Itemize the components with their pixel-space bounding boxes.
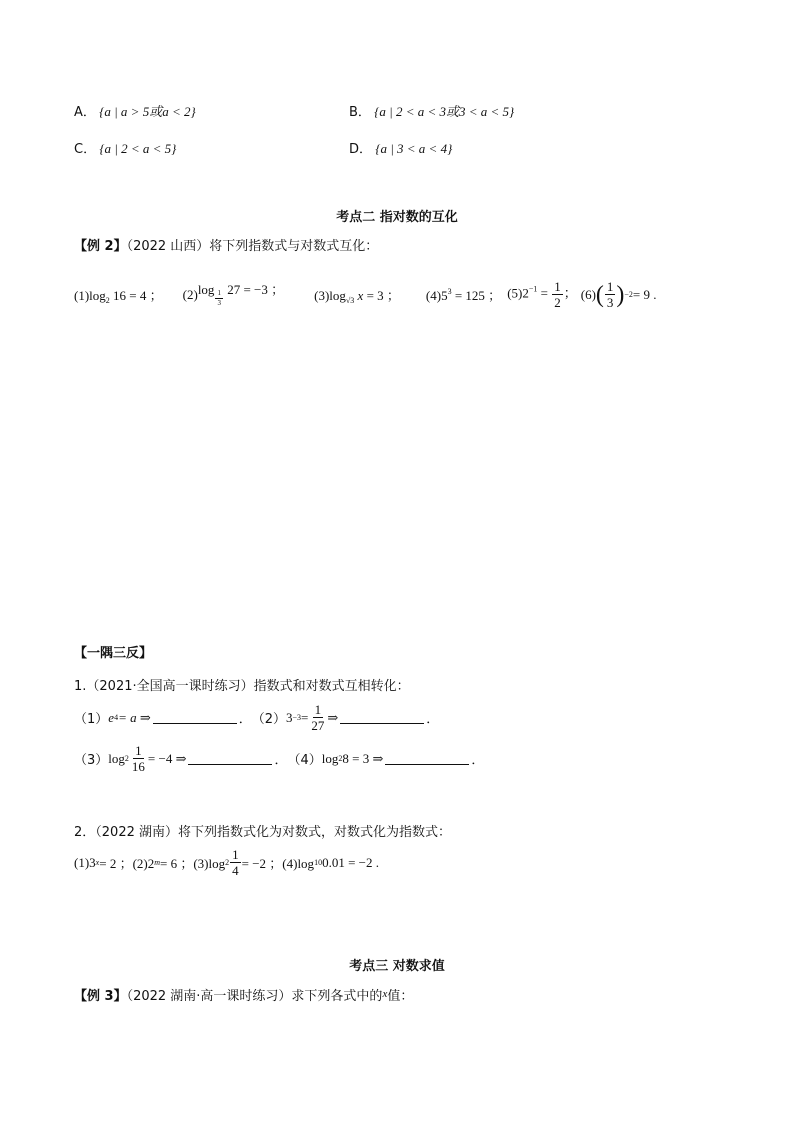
item-4 (426, 285, 501, 304)
option-set: {a | 2 < a < 3或3 < a < 5} (374, 104, 515, 119)
log-base: 2 (338, 754, 343, 763)
item-2 (183, 284, 284, 305)
item-5 (507, 280, 577, 309)
practice-q1-row-2 (74, 744, 484, 773)
answer-blank[interactable] (188, 752, 272, 765)
variable: x (382, 988, 388, 1000)
item-label: (6) (580, 286, 596, 302)
power-exponent: 4 (114, 713, 119, 722)
practice-q2-intro: 2．（2022 湖南）将下列指数式化为对数式，对数式化为指数式： (74, 825, 451, 840)
part-expr: = −4 ⇒ (147, 750, 187, 766)
fraction (309, 703, 326, 732)
variable: x (357, 287, 364, 303)
power-exponent: −1 (528, 284, 538, 294)
part-expr: 8 = 3 ⇒ (342, 750, 384, 766)
item-6 (581, 280, 657, 309)
log-base: 2 (124, 754, 129, 763)
power-base: 2 (522, 285, 529, 301)
log-text: log (329, 287, 346, 303)
item-label: (4) (425, 288, 442, 303)
log-text: log (321, 750, 339, 766)
log-base: √3 (345, 295, 355, 305)
section-heading-2: 考点二 指对数的互化 (336, 210, 458, 225)
example-text: （2022 湖南·高一课时练习）求下列各式中的 (126, 989, 383, 1004)
part-expr: = a ⇒ (118, 709, 151, 725)
fraction-denominator: 2 (554, 295, 561, 310)
fraction-denominator: 27 (311, 718, 325, 733)
q2-expr: 0.01 = −2 . (322, 854, 379, 870)
right-paren: ) (616, 281, 625, 308)
example-tag: 【例 2】 (74, 239, 127, 254)
fraction-numerator: 1 (217, 288, 221, 297)
left-paren: ( (595, 281, 604, 308)
item-expr: 16 = 4 ； (109, 287, 163, 303)
fraction (605, 280, 616, 309)
option-c (74, 138, 176, 157)
option-set: {a | 3 < a < 4} (375, 141, 453, 156)
log-base: 2 (225, 858, 230, 867)
item-expr: = 125 ； (451, 288, 502, 303)
practice-q1-intro: 1.（2021·全国高一课时练习）指数式和对数式互相转化： (74, 679, 410, 694)
power-exponent: 3 (447, 287, 452, 296)
fraction-denominator: 3 (217, 298, 221, 307)
q2-expr: = −2 ；(4)log (241, 856, 315, 871)
answer-blank[interactable] (340, 711, 424, 724)
example-tag: 【例 3】 (74, 989, 127, 1004)
fraction-numerator: 1 (314, 702, 322, 717)
item-3 (314, 285, 400, 305)
part-end: ． (426, 711, 440, 726)
example-3-prompt (74, 985, 413, 1004)
item-tail: ； (563, 285, 577, 301)
example-text: （2022 山西）将下列指数式与对数式互化： (126, 239, 379, 254)
practice-heading: 【一隅三反】 (74, 646, 153, 661)
q2-expr: (1)3 (74, 854, 96, 870)
log-text: log (108, 750, 125, 766)
power-base: e (108, 709, 115, 725)
fraction-denominator: 4 (232, 863, 239, 878)
log-text: log (197, 282, 215, 298)
option-a (74, 101, 196, 120)
item-label: (1) (74, 287, 90, 303)
equals: = (537, 285, 552, 301)
item-label: (5) (507, 285, 523, 301)
power-base: 3 (286, 709, 293, 725)
fraction (552, 280, 563, 309)
power-exponent: m (154, 858, 161, 867)
practice-q2-items (74, 848, 379, 877)
log-base: 2 (105, 295, 110, 305)
item-tail: = 9 . (632, 286, 657, 302)
section-heading-3: 考点三 对数求值 (349, 959, 445, 974)
log-text: log (89, 287, 106, 303)
fraction-numerator: 1 (606, 279, 614, 294)
option-letter: B． (349, 105, 371, 120)
option-b (349, 101, 514, 120)
option-set: {a | 2 < a < 5} (99, 141, 177, 156)
option-set: {a | a > 5或a < 2} (99, 104, 196, 119)
power-exponent: −3 (292, 713, 302, 722)
part-end: ． (471, 752, 485, 767)
fraction-numerator: 1 (135, 743, 142, 758)
fraction-denominator: 3 (606, 295, 614, 310)
practice-q1-row-1 (74, 703, 439, 732)
item-expr: 27 = −3 ； (223, 282, 285, 298)
example-text-end: 值： (387, 989, 414, 1004)
option-letter: C． (74, 142, 97, 157)
part-label: （2） (251, 712, 287, 727)
option-letter: D． (349, 142, 373, 157)
part-label: （4） (287, 753, 322, 768)
equals: = (301, 709, 309, 725)
item-1 (74, 285, 163, 305)
arrow: ⇒ (327, 709, 339, 725)
fraction-numerator: 1 (554, 279, 561, 294)
power-exponent: −2 (624, 290, 633, 299)
answer-blank[interactable] (385, 752, 469, 765)
part-label: （1） (74, 712, 109, 727)
example-2-items (74, 280, 657, 309)
q2-expr: = 6 ；(3)log (160, 856, 226, 871)
example-2-prompt (74, 235, 378, 254)
part-end: ． (274, 752, 288, 767)
log-base-fraction (215, 290, 223, 307)
part-label: （3） (74, 753, 109, 768)
part-end: ． (238, 711, 252, 726)
power-exponent: x (95, 858, 100, 867)
power-base: 5 (441, 288, 448, 303)
q2-expr: = 2 ；(2)2 (99, 856, 155, 871)
option-letter: A． (74, 105, 96, 120)
log-base: 10 (314, 858, 323, 867)
item-label: (3) (314, 287, 330, 303)
option-d (349, 138, 452, 157)
answer-blank[interactable] (153, 711, 237, 724)
fraction (230, 848, 241, 877)
fraction-numerator: 1 (232, 847, 239, 862)
item-expr: = 3 ； (363, 287, 400, 303)
fraction (130, 744, 147, 773)
fraction-denominator: 16 (131, 759, 145, 774)
item-label: (2) (182, 287, 198, 303)
